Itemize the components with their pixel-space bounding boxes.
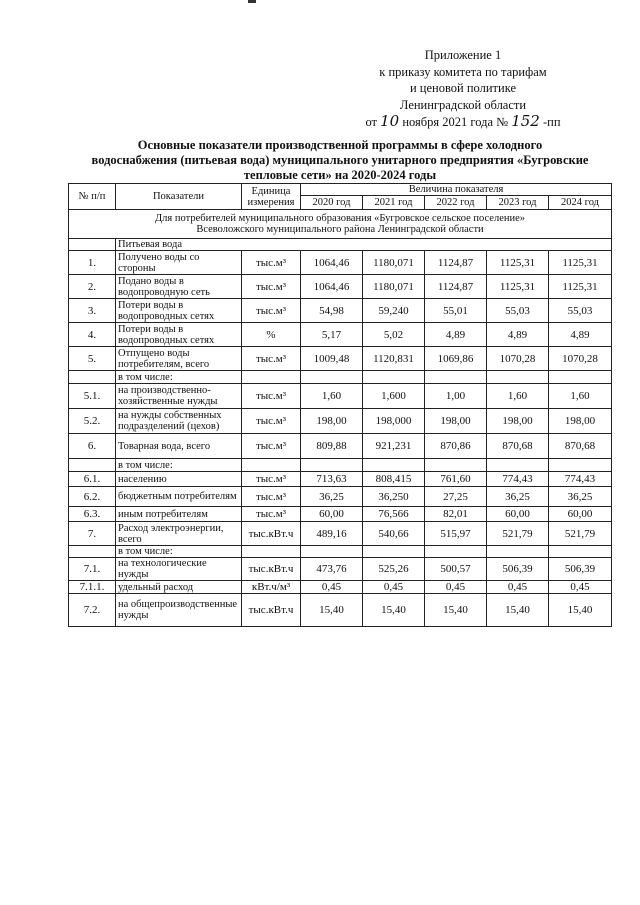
row-value: 521,79	[549, 522, 612, 546]
row-value: 761,60	[425, 472, 487, 487]
table-row	[69, 323, 612, 347]
scan-mark	[248, 0, 256, 3]
row-value: 1124,87	[425, 275, 487, 299]
header-unit: Единица измерения	[242, 184, 301, 210]
title-line-3: тепловые сети» на 2020-2024 годы	[243, 168, 437, 182]
row-value: 0,45	[487, 581, 549, 594]
row-unit: тыс.м³	[242, 384, 301, 409]
row-value: 1,60	[487, 384, 549, 409]
table-row	[69, 581, 612, 594]
row-value: 4,89	[549, 323, 612, 347]
subtotal-empty-cell	[487, 546, 549, 558]
row-value: 15,40	[549, 594, 612, 627]
row-value: 1125,31	[549, 251, 612, 275]
subtotal-num-cell	[69, 459, 116, 472]
row-number: 6.1.	[69, 472, 116, 487]
row-value: 1,00	[425, 384, 487, 409]
row-value: 1,60	[301, 384, 363, 409]
subtotal-row	[69, 459, 612, 472]
row-value: 489,16	[301, 522, 363, 546]
row-value: 774,43	[487, 472, 549, 487]
header-year: 2024 год	[549, 196, 612, 210]
date-middle: ноября 2021 года №	[402, 115, 509, 129]
table-row	[69, 384, 612, 409]
date-suffix: -пп	[542, 115, 561, 129]
subtotal-empty-cell	[487, 371, 549, 384]
row-value: 1180,071	[363, 275, 425, 299]
row-value: 0,45	[363, 581, 425, 594]
subtotal-empty-cell	[242, 371, 301, 384]
row-unit: тыс.м³	[242, 299, 301, 323]
row-number: 5.2.	[69, 409, 116, 434]
title-line-1: Основные показатели производственной программы в сфере холодного	[137, 138, 543, 152]
order-line: к приказу комитета по тарифам	[379, 64, 547, 79]
table-row	[69, 558, 612, 581]
title-line-2: водоснабжения (питьевая вода) муниципального унитарного предприятия «Бугровские	[91, 153, 589, 167]
row-value: 1009,48	[301, 347, 363, 371]
row-unit: %	[242, 323, 301, 347]
table-row	[69, 472, 612, 487]
row-value: 54,98	[301, 299, 363, 323]
row-indicator: Потери воды в водопроводных сетях	[116, 299, 242, 323]
row-indicator: на технологические нужды	[116, 558, 242, 581]
row-value: 15,40	[301, 594, 363, 627]
row-indicator: бюджетным потребителям	[116, 487, 242, 507]
row-value: 60,00	[487, 507, 549, 522]
date-prefix: от	[365, 115, 378, 129]
row-number: 7.1.1.	[69, 581, 116, 594]
row-value: 521,79	[487, 522, 549, 546]
row-number: 5.1.	[69, 384, 116, 409]
row-indicator: удельный расход	[116, 581, 242, 594]
row-unit: тыс.кВт.ч	[242, 522, 301, 546]
row-indicator: на производственно-хозяйственные нужды	[116, 384, 242, 409]
table-row	[69, 594, 612, 627]
row-value: 198,000	[363, 409, 425, 434]
row-value: 1124,87	[425, 251, 487, 275]
subtotal-empty-cell	[301, 459, 363, 472]
header-year: 2020 год	[301, 196, 363, 210]
subtotal-label: в том числе:	[116, 459, 242, 472]
row-unit: тыс.м³	[242, 275, 301, 299]
row-indicator: Потери воды в водопроводных сетях	[116, 323, 242, 347]
date-line	[348, 113, 578, 131]
subtotal-empty-cell	[363, 546, 425, 558]
subtotal-empty-cell	[425, 371, 487, 384]
row-value: 1125,31	[487, 275, 549, 299]
row-indicator: Расход электроэнергии, всего	[116, 522, 242, 546]
table-row	[69, 409, 612, 434]
row-value: 55,03	[549, 299, 612, 323]
consumer-line-1: Для потребителей муниципального образования «Бугровское сельское поселение»	[155, 213, 526, 224]
row-number: 7.	[69, 522, 116, 546]
document-header	[348, 47, 578, 131]
row-number: 4.	[69, 323, 116, 347]
row-unit: тыс.м³	[242, 251, 301, 275]
row-value: 1064,46	[301, 275, 363, 299]
subtotal-empty-cell	[363, 459, 425, 472]
row-value: 809,88	[301, 434, 363, 459]
header-indicator: Показатели	[116, 184, 242, 210]
row-indicator: на общепроизводственные нужды	[116, 594, 242, 627]
subtotal-empty-cell	[242, 459, 301, 472]
subtotal-num-cell	[69, 546, 116, 558]
row-number: 6.	[69, 434, 116, 459]
table-row	[69, 251, 612, 275]
row-value: 1070,28	[549, 347, 612, 371]
document-title	[60, 138, 620, 183]
row-value: 1070,28	[487, 347, 549, 371]
row-value: 198,00	[425, 409, 487, 434]
header-year: 2022 год	[425, 196, 487, 210]
row-unit: тыс.кВт.ч	[242, 594, 301, 627]
row-number: 5.	[69, 347, 116, 371]
row-value: 506,39	[549, 558, 612, 581]
row-value: 1120,831	[363, 347, 425, 371]
subtotal-empty-cell	[487, 459, 549, 472]
row-value: 506,39	[487, 558, 549, 581]
row-value: 198,00	[549, 409, 612, 434]
row-number: 7.2.	[69, 594, 116, 627]
subtotal-row	[69, 371, 612, 384]
row-unit: кВт.ч/м³	[242, 581, 301, 594]
row-number: 2.	[69, 275, 116, 299]
header-year: 2021 год	[363, 196, 425, 210]
consumer-row	[69, 210, 612, 239]
row-number: 6.2.	[69, 487, 116, 507]
row-value: 60,00	[301, 507, 363, 522]
row-value: 540,66	[363, 522, 425, 546]
row-value: 870,86	[425, 434, 487, 459]
table-row	[69, 347, 612, 371]
row-value: 515,97	[425, 522, 487, 546]
row-number: 6.3.	[69, 507, 116, 522]
row-value: 5,17	[301, 323, 363, 347]
section-cell-empty	[69, 239, 116, 251]
row-indicator: на нужды собственных подразделений (цехов)	[116, 409, 242, 434]
appendix-label: Приложение 1	[424, 48, 502, 62]
table-row	[69, 299, 612, 323]
row-value: 1064,46	[301, 251, 363, 275]
row-value: 1125,31	[549, 275, 612, 299]
row-value: 60,00	[549, 507, 612, 522]
row-unit: тыс.м³	[242, 434, 301, 459]
row-indicator: населению	[116, 472, 242, 487]
table-row	[69, 434, 612, 459]
committee-line: и ценовой политике	[409, 81, 517, 95]
row-indicator: Отпущено воды потребителям, всего	[116, 347, 242, 371]
subtotal-label: в том числе:	[116, 371, 242, 384]
consumer-line-2: Всеволожского муниципального района Ленинградской области	[196, 224, 484, 235]
header-year: 2023 год	[487, 196, 549, 210]
header-value: Величина показателя	[301, 184, 612, 196]
row-value: 0,45	[549, 581, 612, 594]
row-unit: тыс.м³	[242, 507, 301, 522]
row-indicator: Получено воды со стороны	[116, 251, 242, 275]
row-unit: тыс.м³	[242, 487, 301, 507]
row-value: 774,43	[549, 472, 612, 487]
subtotal-empty-cell	[549, 371, 612, 384]
row-value: 36,25	[301, 487, 363, 507]
row-unit: тыс.м³	[242, 472, 301, 487]
row-value: 808,415	[363, 472, 425, 487]
row-value: 76,566	[363, 507, 425, 522]
row-unit: тыс.м³	[242, 409, 301, 434]
row-value: 870,68	[487, 434, 549, 459]
section-water: Питьевая вода	[116, 239, 612, 251]
row-value: 15,40	[363, 594, 425, 627]
row-value: 36,25	[487, 487, 549, 507]
row-number: 7.1.	[69, 558, 116, 581]
region-line: Ленинградской области	[399, 97, 527, 112]
row-value: 55,03	[487, 299, 549, 323]
row-value: 198,00	[301, 409, 363, 434]
row-value: 15,40	[425, 594, 487, 627]
row-value: 59,240	[363, 299, 425, 323]
row-value: 921,231	[363, 434, 425, 459]
subtotal-num-cell	[69, 371, 116, 384]
table-row	[69, 522, 612, 546]
row-indicator: Товарная вода, всего	[116, 434, 242, 459]
row-value: 82,01	[425, 507, 487, 522]
row-value: 4,89	[487, 323, 549, 347]
doc-number: 152	[511, 112, 540, 130]
row-value: 1069,86	[425, 347, 487, 371]
table-row	[69, 507, 612, 522]
row-value: 5,02	[363, 323, 425, 347]
header-num: № п/п	[69, 184, 116, 210]
row-value: 473,76	[301, 558, 363, 581]
subtotal-empty-cell	[425, 459, 487, 472]
row-value: 4,89	[425, 323, 487, 347]
row-value: 36,25	[549, 487, 612, 507]
row-number: 3.	[69, 299, 116, 323]
row-value: 36,250	[363, 487, 425, 507]
subtotal-empty-cell	[549, 459, 612, 472]
subtotal-empty-cell	[242, 546, 301, 558]
table-row	[69, 487, 612, 507]
row-value: 1,60	[549, 384, 612, 409]
row-value: 1,600	[363, 384, 425, 409]
row-value: 55,01	[425, 299, 487, 323]
subtotal-empty-cell	[549, 546, 612, 558]
subtotal-empty-cell	[301, 371, 363, 384]
row-value: 713,63	[301, 472, 363, 487]
row-value: 500,57	[425, 558, 487, 581]
row-number: 1.	[69, 251, 116, 275]
row-value: 15,40	[487, 594, 549, 627]
row-unit: тыс.кВт.ч	[242, 558, 301, 581]
indicators-table	[68, 183, 612, 627]
subtotal-empty-cell	[301, 546, 363, 558]
subtotal-empty-cell	[425, 546, 487, 558]
row-value: 198,00	[487, 409, 549, 434]
row-value: 870,68	[549, 434, 612, 459]
row-unit: тыс.м³	[242, 347, 301, 371]
date-day: 10	[380, 112, 400, 130]
table-row	[69, 275, 612, 299]
row-value: 27,25	[425, 487, 487, 507]
row-value: 1180,071	[363, 251, 425, 275]
row-indicator: иным потребителям	[116, 507, 242, 522]
subtotal-row	[69, 546, 612, 558]
row-value: 1125,31	[487, 251, 549, 275]
subtotal-empty-cell	[363, 371, 425, 384]
subtotal-label: в том числе:	[116, 546, 242, 558]
row-value: 0,45	[425, 581, 487, 594]
row-indicator: Подано воды в водопроводную сеть	[116, 275, 242, 299]
row-value: 0,45	[301, 581, 363, 594]
row-value: 525,26	[363, 558, 425, 581]
